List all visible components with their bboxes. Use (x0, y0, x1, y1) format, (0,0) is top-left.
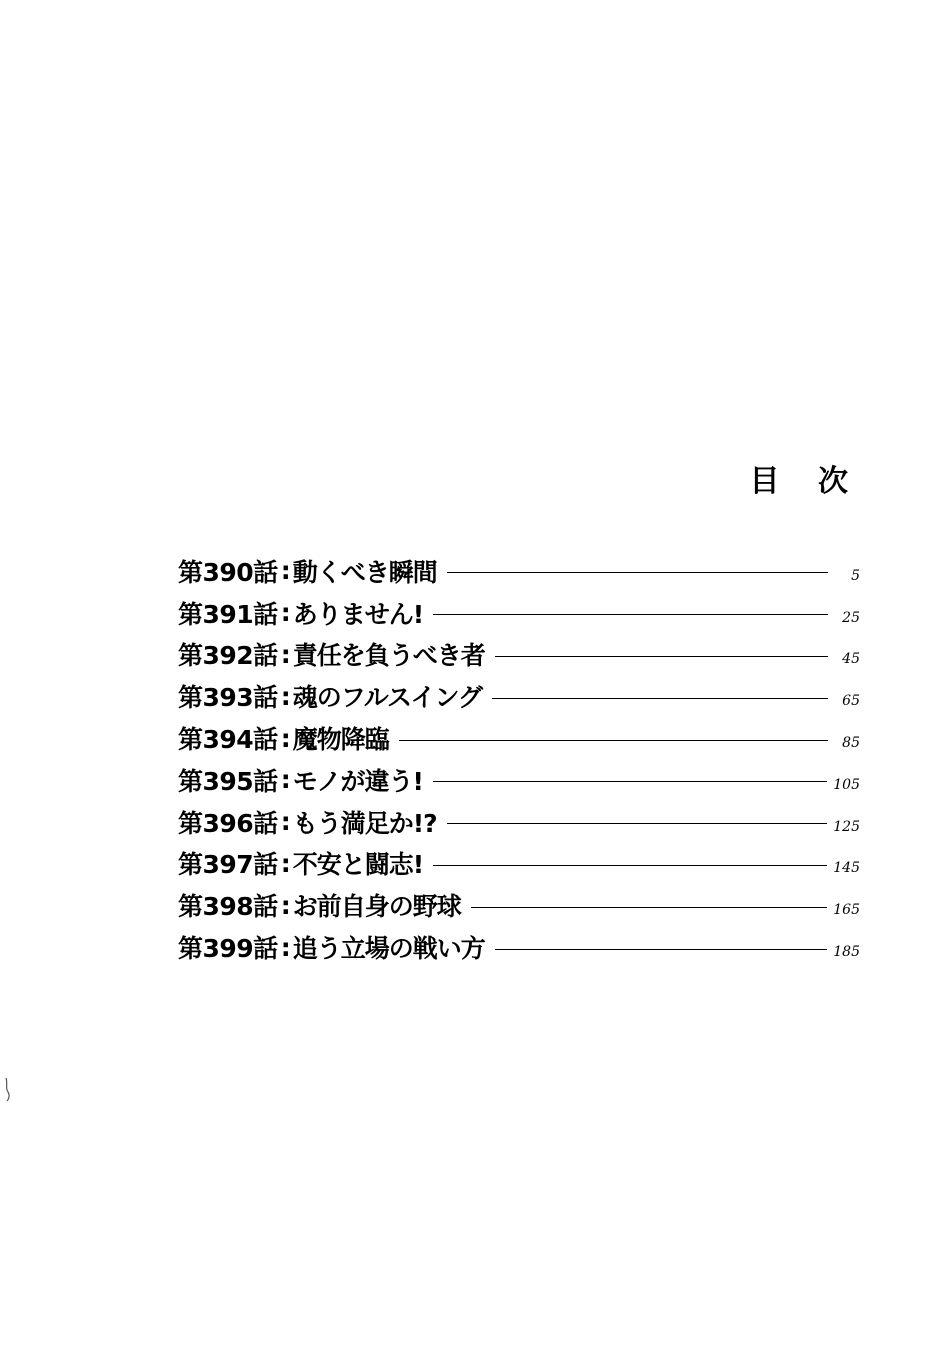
leader-line (492, 698, 828, 699)
separator: : (280, 639, 291, 669)
page-number: 145 (833, 860, 860, 877)
chapter-title: 追う立場の戦い方 (292, 934, 485, 964)
toc-entry-395 (178, 759, 860, 801)
chapter-title: ありません! (292, 599, 424, 629)
page-number: 125 (833, 818, 860, 835)
chapter-title: モノが違う! (292, 766, 423, 796)
chapter-number: 第392話 (178, 641, 278, 671)
leader-line (495, 656, 828, 657)
page-number: 185 (833, 944, 860, 961)
separator: : (280, 681, 291, 711)
separator: : (280, 556, 291, 586)
separator: : (280, 890, 291, 920)
chapter-title: 魂のフルスイング (292, 683, 482, 713)
toc-heading: 目 次 (749, 464, 862, 499)
toc-entry-396 (178, 801, 860, 843)
leader-line (447, 572, 828, 573)
page-number: 65 (842, 693, 860, 710)
chapter-title: もう満足か!? (292, 808, 437, 838)
page-number: 25 (842, 609, 860, 626)
separator: : (280, 848, 291, 878)
table-of-contents (178, 550, 860, 968)
leader-line (433, 865, 827, 866)
leader-line (433, 614, 828, 615)
chapter-title: お前自身の野球 (292, 892, 461, 922)
margin-scan-mark (4, 1076, 12, 1102)
toc-entry-394 (178, 717, 860, 759)
toc-entry-393 (178, 675, 860, 717)
page-number: 45 (842, 651, 860, 668)
chapter-title: 不安と闘志! (292, 850, 424, 880)
toc-entry-399 (178, 926, 860, 968)
leader-line (399, 740, 828, 741)
separator: : (280, 807, 291, 837)
toc-entry-390 (178, 550, 860, 592)
chapter-number: 第394話 (178, 725, 278, 755)
page-number: 165 (833, 902, 860, 919)
toc-entry-392 (178, 634, 860, 676)
separator: : (280, 932, 291, 962)
leader-line (433, 781, 827, 782)
chapter-number: 第395話 (178, 766, 278, 796)
separator: : (280, 765, 291, 795)
page-number: 5 (851, 567, 860, 584)
toc-entry-391 (178, 592, 860, 634)
chapter-number: 第399話 (178, 934, 278, 964)
chapter-number: 第391話 (178, 599, 278, 629)
chapter-title: 魔物降臨 (292, 725, 389, 755)
chapter-number: 第396話 (178, 808, 278, 838)
chapter-number: 第390話 (178, 557, 278, 587)
page-number: 85 (842, 735, 860, 752)
toc-entry-398 (178, 884, 860, 926)
page-number: 105 (833, 776, 860, 793)
chapter-title: 動くべき瞬間 (292, 557, 437, 587)
separator: : (280, 598, 291, 628)
leader-line (495, 949, 828, 950)
separator: : (280, 723, 291, 753)
chapter-number: 第398話 (178, 892, 278, 922)
chapter-number: 第393話 (178, 683, 278, 713)
leader-line (447, 823, 828, 824)
chapter-title: 責任を負うべき者 (292, 641, 485, 671)
chapter-number: 第397話 (178, 850, 278, 880)
toc-entry-397 (178, 843, 860, 885)
leader-line (471, 907, 828, 908)
